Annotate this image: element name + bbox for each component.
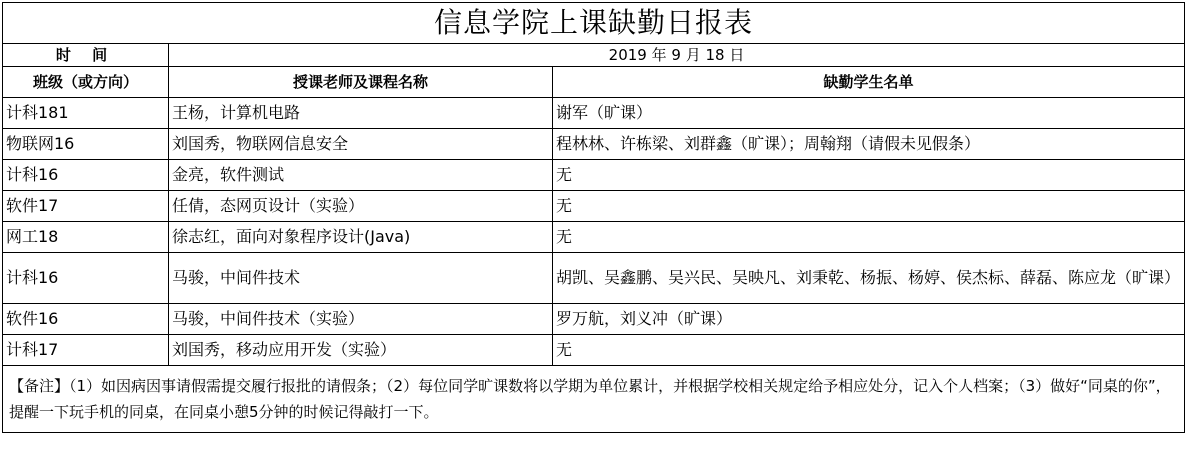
cell-teacher-course: 刘国秀，物联网信息安全	[169, 129, 553, 160]
column-header-teacher-course: 授课老师及课程名称	[169, 67, 553, 98]
cell-absent: 无	[553, 335, 1185, 366]
cell-class: 网工18	[3, 222, 169, 253]
cell-teacher-course: 刘国秀，移动应用开发（实验）	[169, 335, 553, 366]
cell-absent: 罗万航，刘义冲（旷课）	[553, 304, 1185, 335]
cell-absent: 无	[553, 191, 1185, 222]
table-row	[3, 98, 1185, 129]
cell-teacher-course: 马骏，中间件技术	[169, 253, 553, 304]
cell-class: 软件16	[3, 304, 169, 335]
cell-absent: 胡凯、吴鑫鹏、吴兴民、吴映凡、刘秉乾、杨振、杨婷、侯杰标、薛磊、陈应龙（旷课）	[553, 253, 1185, 304]
cell-teacher-course: 马骏，中间件技术（实验）	[169, 304, 553, 335]
cell-class: 计科17	[3, 335, 169, 366]
report-title: 信息学院上课缺勤日报表	[3, 3, 1185, 44]
time-label	[3, 44, 169, 67]
cell-absent: 谢军（旷课）	[553, 98, 1185, 129]
cell-absent: 程林林、许栋梁、刘群鑫（旷课）；周翰翔（请假未见假条）	[553, 129, 1185, 160]
column-header-absent: 缺勤学生名单	[553, 67, 1185, 98]
cell-teacher-course: 金亮，软件测试	[169, 160, 553, 191]
cell-class: 计科16	[3, 160, 169, 191]
time-label-text: 时 间	[55, 46, 116, 64]
remarks-note: 【备注】（1）如因病因事请假需提交履行报批的请假条；（2）每位同学旷课数将以学期为单位累计，并根据学校相关规定给予相应处分，记入个人档案；（3）做好“同桌的你”，提醒一下玩手机的同桌，在同桌小憩5分钟的时候记得敲打一下。	[3, 366, 1185, 433]
cell-class: 计科181	[3, 98, 169, 129]
column-header-class: 班级（或方向）	[3, 67, 169, 98]
cell-teacher-course: 徐志红，面向对象程序设计(Java)	[169, 222, 553, 253]
cell-class: 计科16	[3, 253, 169, 304]
cell-class: 软件17	[3, 191, 169, 222]
report-date: 2019 年 9 月 18 日	[169, 44, 1185, 67]
cell-absent: 无	[553, 160, 1185, 191]
table-row	[3, 191, 1185, 222]
table-row	[3, 253, 1185, 304]
table-row	[3, 222, 1185, 253]
table-row	[3, 335, 1185, 366]
cell-teacher-course: 任倩，态网页设计（实验）	[169, 191, 553, 222]
absence-report-table	[2, 2, 1185, 433]
cell-teacher-course: 王杨，计算机电路	[169, 98, 553, 129]
table-row	[3, 304, 1185, 335]
cell-class: 物联网16	[3, 129, 169, 160]
table-row	[3, 129, 1185, 160]
cell-absent: 无	[553, 222, 1185, 253]
table-row	[3, 160, 1185, 191]
